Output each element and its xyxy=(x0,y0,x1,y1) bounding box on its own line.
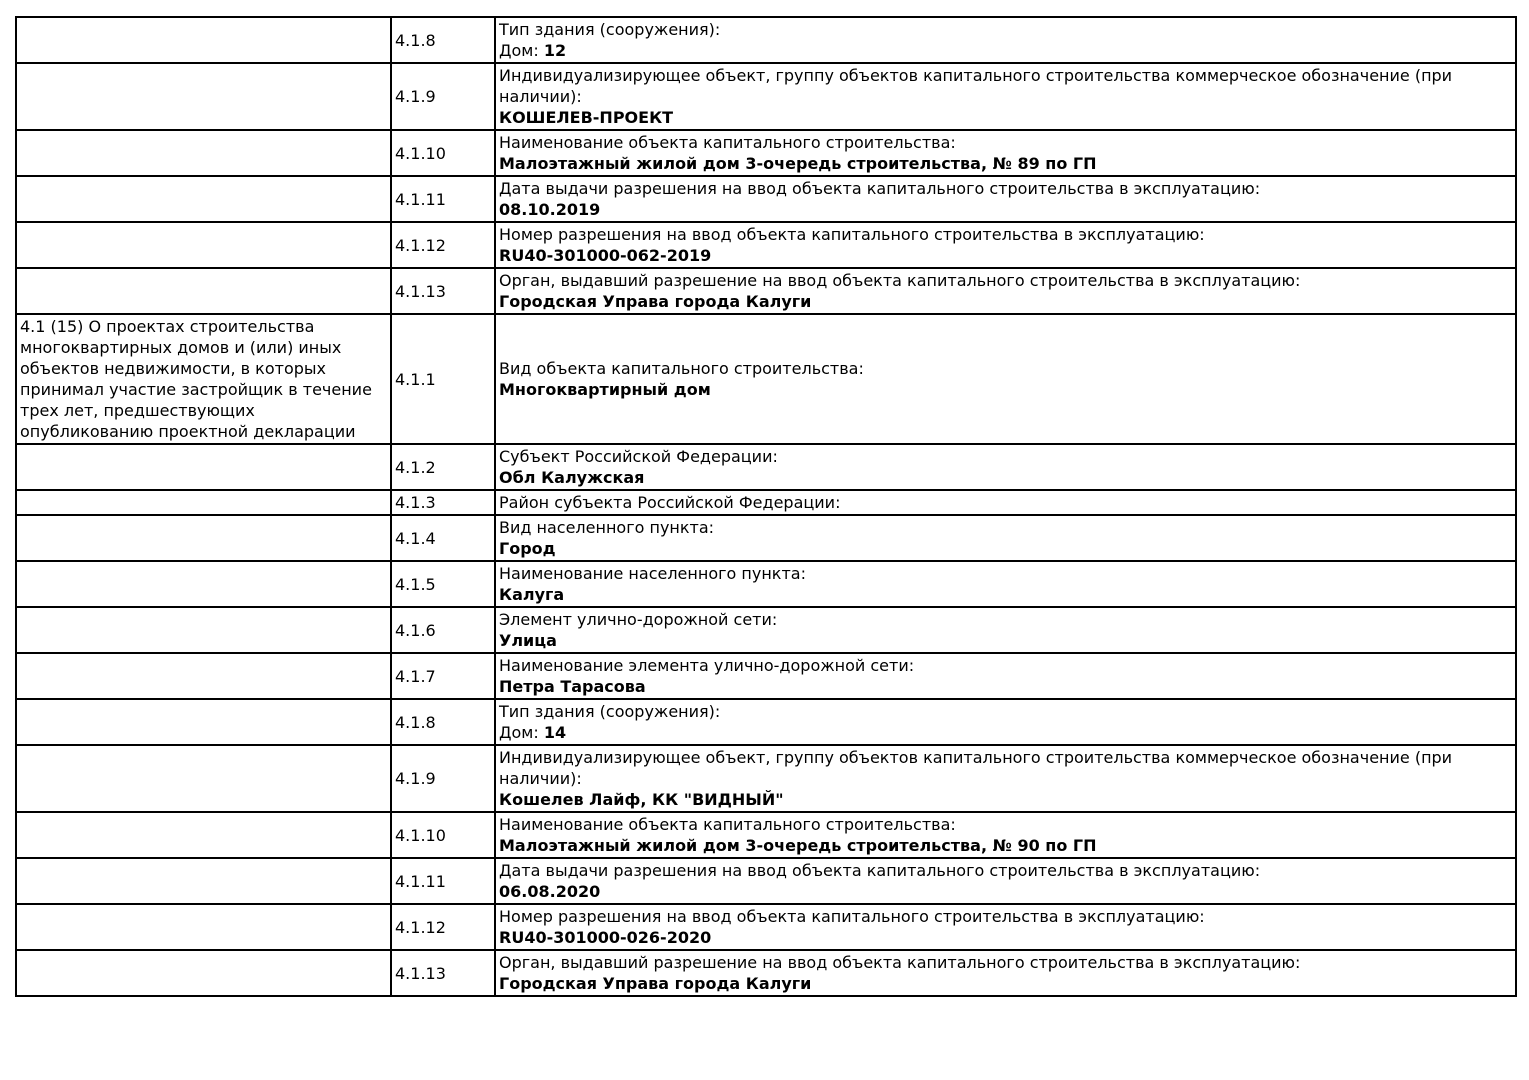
field-cell xyxy=(495,130,1516,176)
field-label: Элемент улично-дорожной сети: xyxy=(499,610,778,629)
field-value: Город xyxy=(499,539,556,558)
field-value-line xyxy=(499,835,1512,856)
table-row xyxy=(16,63,1516,130)
field-value-line xyxy=(499,881,1512,902)
row-number: 4.1.9 xyxy=(395,769,436,788)
field-cell xyxy=(495,176,1516,222)
field-value-line xyxy=(499,467,1512,488)
row-number: 4.1.8 xyxy=(395,712,436,732)
row-number: 4.1.13 xyxy=(395,281,446,301)
section-label-cell xyxy=(16,515,391,561)
field-value-line xyxy=(499,291,1512,312)
table-row xyxy=(16,653,1516,699)
row-number-cell xyxy=(391,130,495,176)
section-label-cell xyxy=(16,607,391,653)
field-cell xyxy=(495,904,1516,950)
row-number: 4.1.11 xyxy=(395,871,446,891)
row-number: 4.1.13 xyxy=(395,963,446,983)
field-label: Номер разрешения на ввод объекта капитального строительства в эксплуатацию: xyxy=(499,225,1205,244)
field-label: Тип здания (сооружения): xyxy=(499,20,721,39)
field-cell xyxy=(495,699,1516,745)
field-value: Многоквартирный дом xyxy=(499,380,711,399)
field-label: Индивидуализирующее объект, группу объектов капитального строительства коммерческое обозначение (при наличии): xyxy=(499,66,1453,106)
field-value-line xyxy=(499,538,1512,559)
table-row xyxy=(16,607,1516,653)
table-row xyxy=(16,699,1516,745)
field-value-line xyxy=(499,722,1512,743)
row-number-cell xyxy=(391,561,495,607)
field-value-line xyxy=(499,789,1512,810)
row-number: 4.1.1 xyxy=(395,369,436,389)
field-value: Петра Тарасова xyxy=(499,677,646,696)
field-label: Индивидуализирующее объект, группу объектов капитального строительства коммерческое обозначение (при наличии): xyxy=(499,748,1453,788)
field-label: Вид населенного пункта: xyxy=(499,518,715,537)
field-value-line xyxy=(499,927,1512,948)
table-row xyxy=(16,314,1516,444)
row-number-cell xyxy=(391,950,495,996)
section-label-cell xyxy=(16,314,391,444)
field-value-prefix: Дом: xyxy=(499,723,544,742)
field-value-line xyxy=(499,379,1512,400)
field-value: 12 xyxy=(543,41,567,60)
field-label: Наименование элемента улично-дорожной сети: xyxy=(499,656,915,675)
field-value: Малоэтажный жилой дом 3-очередь строительства, № 90 по ГП xyxy=(499,836,1097,855)
table-row xyxy=(16,130,1516,176)
section-label-cell xyxy=(16,176,391,222)
row-number: 4.1.12 xyxy=(395,235,446,255)
declaration-table-body xyxy=(16,17,1516,996)
section-label-cell xyxy=(16,561,391,607)
row-number-cell xyxy=(391,699,495,745)
row-number: 4.1.4 xyxy=(395,528,436,548)
field-value: RU40-301000-026-2020 xyxy=(499,928,712,947)
field-value-line xyxy=(499,630,1512,651)
field-value-line xyxy=(499,199,1512,220)
row-number: 4.1.10 xyxy=(395,143,446,163)
row-number: 4.1.10 xyxy=(395,825,446,845)
row-number: 4.1.6 xyxy=(395,620,436,640)
row-number: 4.1.8 xyxy=(395,30,436,50)
row-number-cell xyxy=(391,653,495,699)
field-cell xyxy=(495,268,1516,314)
field-value-line xyxy=(499,153,1512,174)
field-cell xyxy=(495,444,1516,490)
field-cell xyxy=(495,812,1516,858)
field-value: Обл Калужская xyxy=(499,468,645,487)
table-row xyxy=(16,904,1516,950)
row-number-cell xyxy=(391,314,495,444)
section-label-cell xyxy=(16,63,391,130)
field-label: Наименование объекта капитального строительства: xyxy=(499,815,956,834)
section-label-cell xyxy=(16,222,391,268)
row-number-cell xyxy=(391,490,495,515)
section-label-cell xyxy=(16,745,391,812)
field-value: Городская Управа города Калуги xyxy=(499,974,812,993)
section-label-cell xyxy=(16,950,391,996)
row-number-cell xyxy=(391,745,495,812)
section-label-cell xyxy=(16,812,391,858)
section-label-cell xyxy=(16,904,391,950)
field-cell xyxy=(495,17,1516,63)
declaration-table xyxy=(15,16,1517,997)
field-value: RU40-301000-062-2019 xyxy=(499,246,712,265)
table-row xyxy=(16,812,1516,858)
field-label: Орган, выдавший разрешение на ввод объекта капитального строительства в эксплуатацию: xyxy=(499,271,1301,290)
field-label: Наименование объекта капитального строительства: xyxy=(499,133,956,152)
row-number-cell xyxy=(391,17,495,63)
section-label: 4.1 (15) О проектах строительства многоквартирных домов и (или) иных объектов недвижимости, в которых принимал участие застройщик в течение трех лет, предшествующих опубликованию проектной декларации xyxy=(20,317,372,441)
section-label-cell xyxy=(16,130,391,176)
field-cell xyxy=(495,222,1516,268)
field-label: Тип здания (сооружения): xyxy=(499,702,721,721)
field-value: Улица xyxy=(499,631,557,650)
field-value: КОШЕЛЕВ-ПРОЕКТ xyxy=(499,108,674,127)
table-row xyxy=(16,490,1516,515)
section-label-cell xyxy=(16,858,391,904)
row-number-cell xyxy=(391,812,495,858)
field-cell xyxy=(495,561,1516,607)
table-row xyxy=(16,858,1516,904)
section-label-cell xyxy=(16,17,391,63)
field-value-line xyxy=(499,584,1512,605)
field-value: Городская Управа города Калуги xyxy=(499,292,812,311)
row-number: 4.1.7 xyxy=(395,666,436,686)
row-number: 4.1.12 xyxy=(395,917,446,937)
row-number-cell xyxy=(391,515,495,561)
field-label: Район субъекта Российской Федерации: xyxy=(499,493,841,512)
table-row xyxy=(16,176,1516,222)
field-value: Малоэтажный жилой дом 3-очередь строительства, № 89 по ГП xyxy=(499,154,1097,173)
table-row xyxy=(16,950,1516,996)
field-label: Номер разрешения на ввод объекта капитального строительства в эксплуатацию: xyxy=(499,907,1205,926)
row-number-cell xyxy=(391,607,495,653)
field-value-line xyxy=(499,973,1512,994)
row-number-cell xyxy=(391,904,495,950)
section-label-cell xyxy=(16,268,391,314)
table-row xyxy=(16,515,1516,561)
row-number: 4.1.11 xyxy=(395,189,446,209)
field-value: 06.08.2020 xyxy=(499,882,601,901)
field-value-line xyxy=(499,107,1512,128)
field-label: Дата выдачи разрешения на ввод объекта капитального строительства в эксплуатацию: xyxy=(499,861,1261,880)
field-cell xyxy=(495,63,1516,130)
table-row xyxy=(16,17,1516,63)
table-row xyxy=(16,268,1516,314)
table-row xyxy=(16,222,1516,268)
section-label-cell xyxy=(16,490,391,515)
row-number: 4.1.5 xyxy=(395,574,436,594)
field-value: Кошелев Лайф, КК "ВИДНЫЙ" xyxy=(499,790,784,809)
section-label-cell xyxy=(16,444,391,490)
row-number-cell xyxy=(391,444,495,490)
row-number-cell xyxy=(391,222,495,268)
field-label: Субъект Российской Федерации: xyxy=(499,447,778,466)
field-cell xyxy=(495,653,1516,699)
section-label-cell xyxy=(16,653,391,699)
field-label: Вид объекта капитального строительства: xyxy=(499,359,864,378)
field-label: Орган, выдавший разрешение на ввод объекта капитального строительства в эксплуатацию: xyxy=(499,953,1301,972)
section-label-cell xyxy=(16,699,391,745)
field-cell xyxy=(495,515,1516,561)
field-cell xyxy=(495,607,1516,653)
field-value: Калуга xyxy=(499,585,565,604)
field-value: 08.10.2019 xyxy=(499,200,601,219)
row-number-cell xyxy=(391,858,495,904)
field-cell xyxy=(495,858,1516,904)
row-number-cell xyxy=(391,63,495,130)
field-value-line xyxy=(499,40,1512,61)
field-cell xyxy=(495,490,1516,515)
field-value: 14 xyxy=(543,723,567,742)
field-value-line xyxy=(499,245,1512,266)
field-value-line xyxy=(499,676,1512,697)
field-value-prefix: Дом: xyxy=(499,41,544,60)
table-row xyxy=(16,561,1516,607)
row-number-cell xyxy=(391,176,495,222)
row-number: 4.1.2 xyxy=(395,457,436,477)
field-cell xyxy=(495,314,1516,444)
field-label: Наименование населенного пункта: xyxy=(499,564,806,583)
field-cell xyxy=(495,745,1516,812)
row-number: 4.1.3 xyxy=(395,493,436,512)
table-row xyxy=(16,745,1516,812)
row-number-cell xyxy=(391,268,495,314)
table-row xyxy=(16,444,1516,490)
row-number: 4.1.9 xyxy=(395,87,436,106)
field-cell xyxy=(495,950,1516,996)
field-label: Дата выдачи разрешения на ввод объекта капитального строительства в эксплуатацию: xyxy=(499,179,1261,198)
